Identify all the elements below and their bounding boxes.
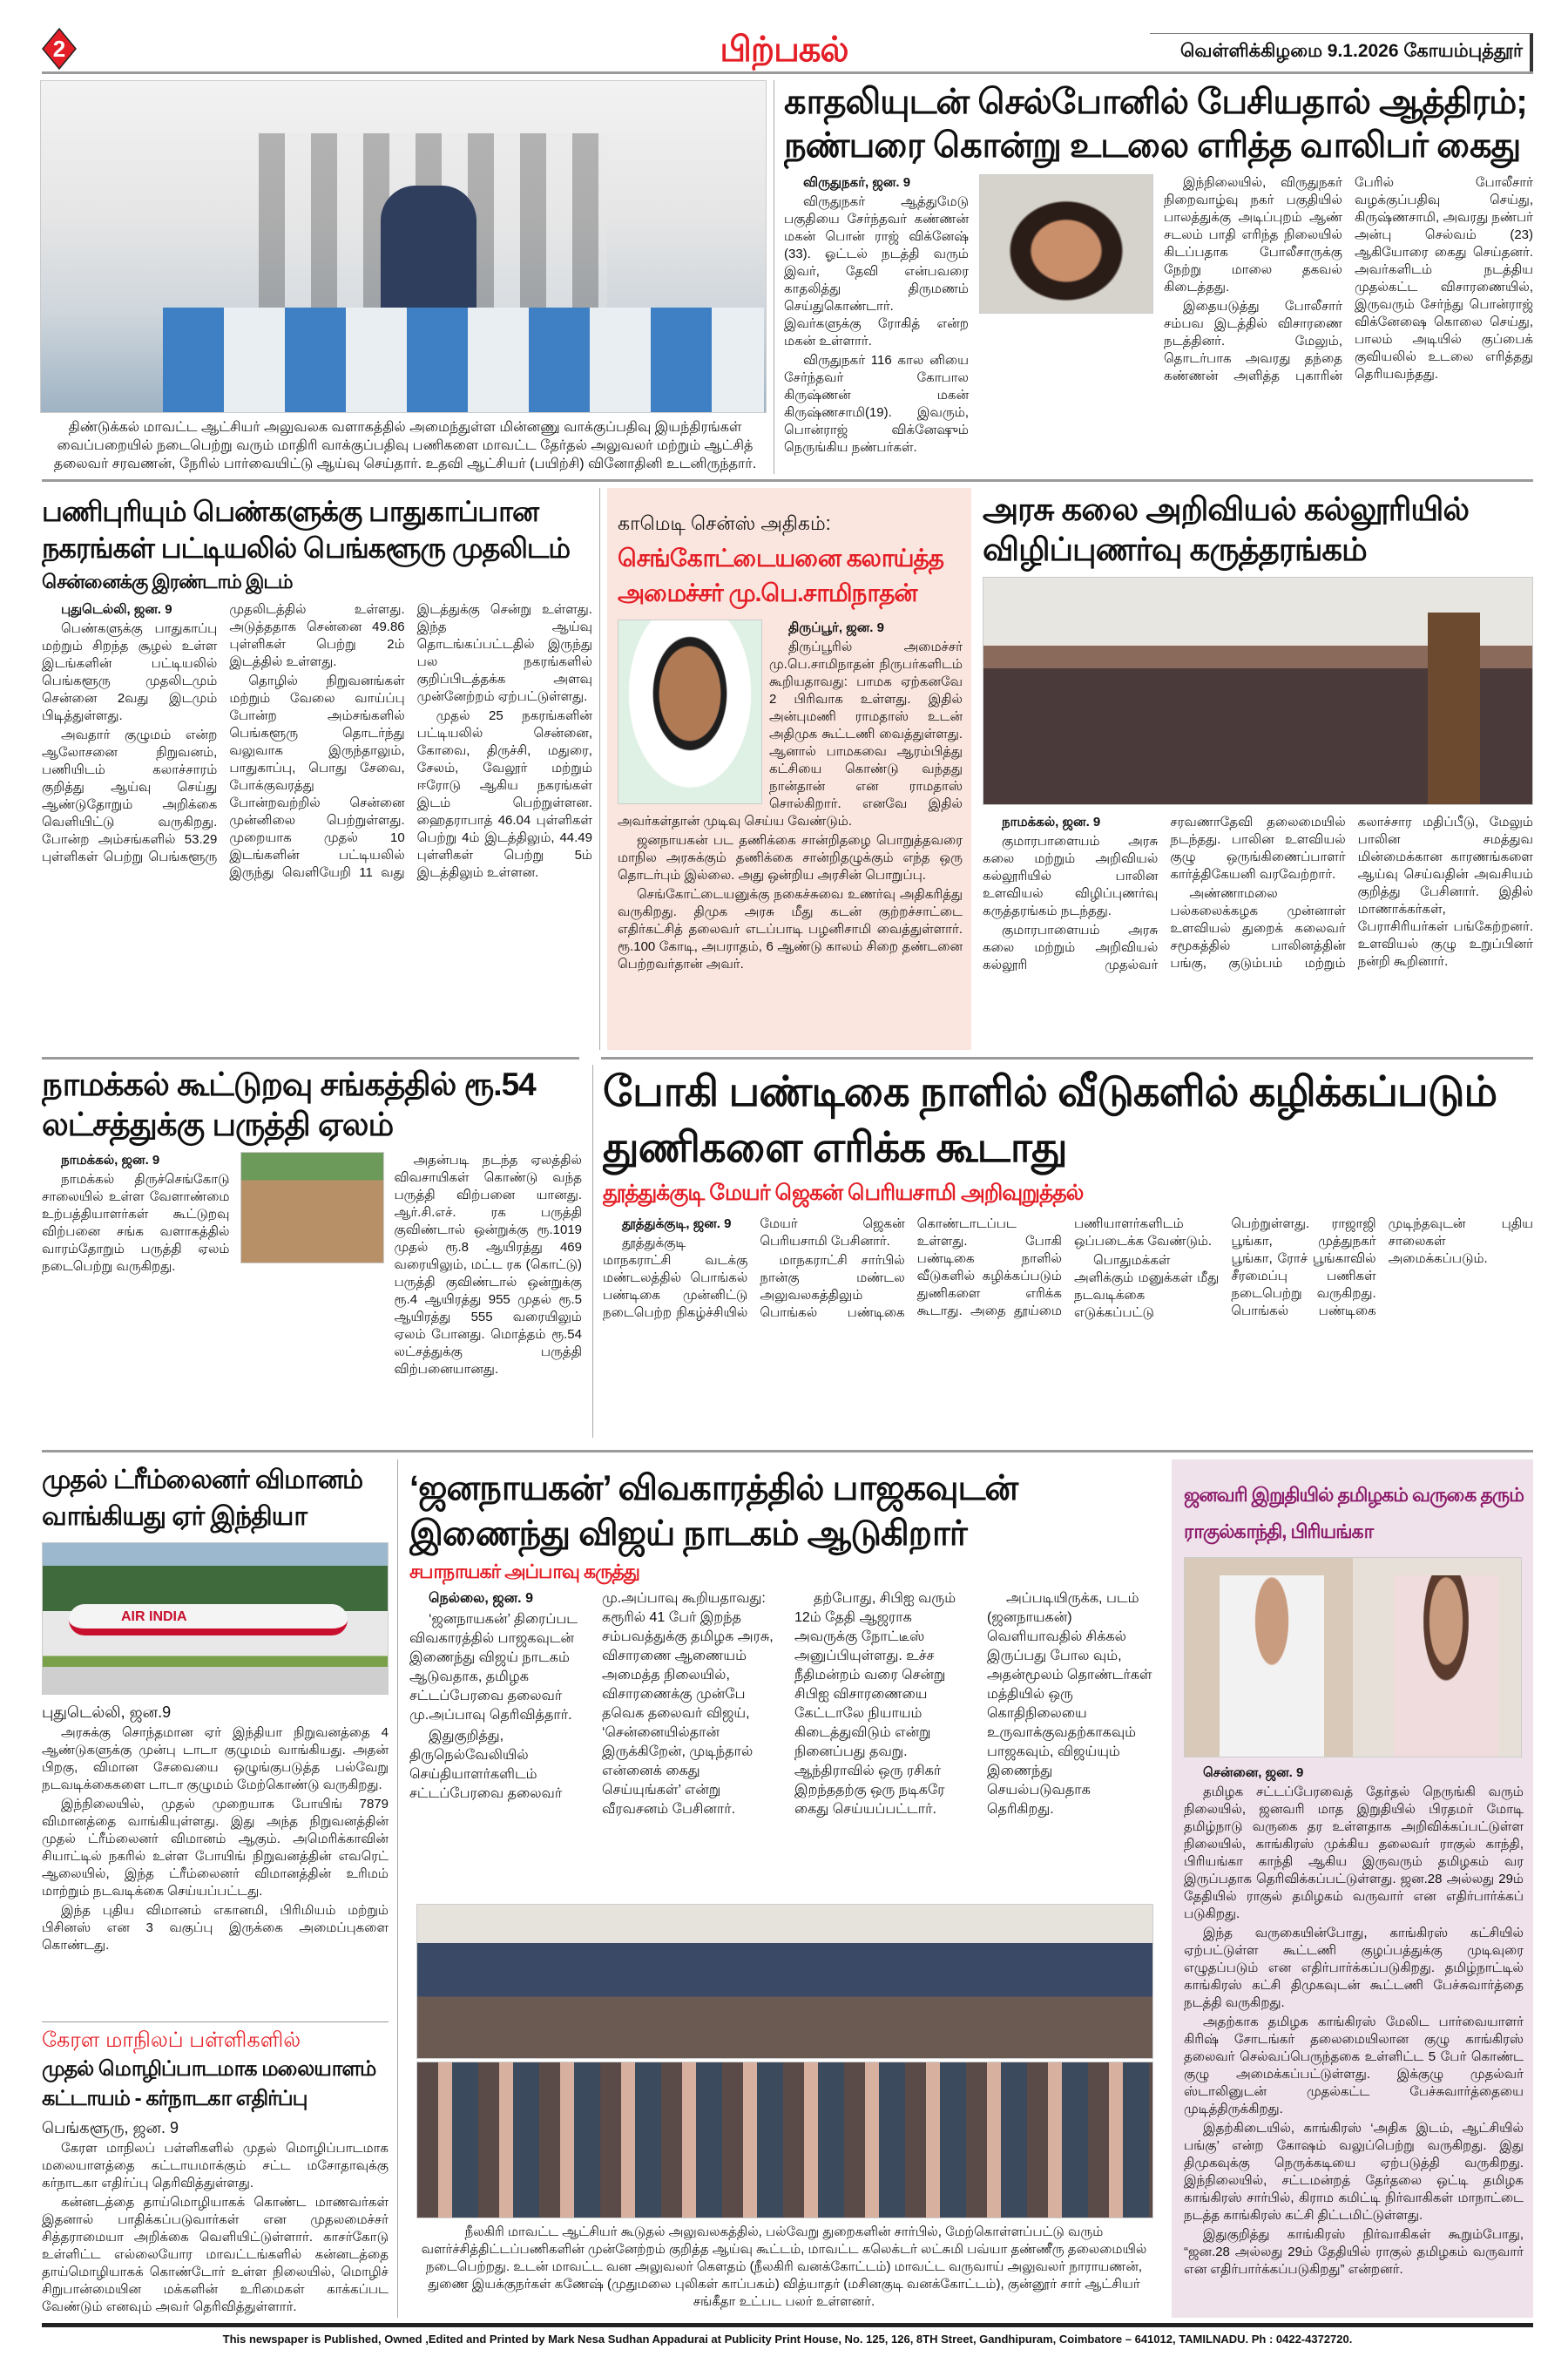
- cotton-headline: நாமக்கல் கூட்டுறவு சங்கத்தில் ரூ.54 லட்சத்துக்கு பருத்தி ஏலம்: [42, 1066, 536, 1142]
- footer-rule: [42, 2323, 1533, 2327]
- nilgiris-caption: நீலகிரி மாவட்ட ஆட்சியர் கூடுதல் அலுவலகத்தில், பல்வேறு துறைகளின் சார்பில், மேற்கொள்ளப்பட்டு வரும் வளர்ச்சித்திட்டப்பணிகளின் முன்னேற்றம் குறித்த ஆய்வு கூட்டம், மாவட்ட கலெக்டர் லட்சுமி பவ்யா தண்ணீரு தலைமையில் நடைபெற்றது. உடன் மாவட்ட வன அலுவலர் கௌதம் (நீலகிரி வனக்கோட்டம்) மாவட்ட வருவாய் அலுவலர் நாராயணன், துணை இயக்குநர்கள் கணேஷ் (முதுமலை புலிகள் காப்பகம்) வித்யாதர் (மசினகுடி வனக்கோட்டம்), குன்னூர் சார் ஆட்சியர் சங்கீதா உட்பட பலர் உள்ளனர்.: [421, 2224, 1147, 2309]
- murder-article: [784, 80, 1533, 475]
- college-article: [983, 490, 1533, 1049]
- air-india-plane-photo: [42, 1542, 389, 1695]
- footer-imprint: This newspaper is Published, Owned ,Edited and Printed by Mark Nesa Sudhan Appadurai at Publicity Print House, No. 125, 126, 8TH Street, Gandhipuram, Coimbatore – 641012, TAMILNADU. Ph : 0422-4372720.: [222, 2333, 1353, 2346]
- women-safety-article: [42, 493, 592, 1049]
- airindia-article: [42, 1462, 389, 2016]
- rahul-box: [1172, 1459, 1533, 2318]
- minister-headline: செங்கோட்டையனை கலாய்த்த அமைச்சர் மு.பெ.சாமிநாதன்: [618, 545, 944, 606]
- bhogi-body: தூத்துக்குடி, ஜன. 9 தூத்துக்குடி மாநகராட்சி வடக்கு மண்டலத்தில் பொங்கல் பண்டிகை முன்னிட்டு நடைபெற்ற நிகழ்ச்சியில் மேயர் ஜெகன் பெரியசாமி பேசினார். மாநகராட்சி சார்பில் நான்கு மண்டல அலுவலகத்திலும் பொங்கல் பண்டிகை கொண்டாடப்பட உள்ளது. போகி பண்டிகை நாளில் வீடுகளில் கழிக்கப்படும் துணிகளை எரிக்க கூடாது. அதை தூய்மை பணியாளர்களிடம் ஒப்படைக்க வேண்டும். பொதுமக்கள் அளிக்கும் மனுக்கள் மீது நடவடிக்கை எடுக்கப்பட்டு பெற்றுள்ளது. ராஜாஜி பூங்கா, முத்துநகர் பூங்கா, ரோச் பூங்காவில் சீரமைப்பு பணிகள் நடைபெற்று வருகிறது. பொங்கல் பண்டிகை முடிந்தவுடன் புதிய சாலைகள் அமைக்கப்படும்.: [603, 1216, 1533, 1321]
- rahul-headline: ஜனவரி இறுதியில் தமிழகம் வருகை தரும் ராகுல்காந்தி, பிரியங்கா: [1184, 1484, 1524, 1542]
- minister-body: திருப்பூர், ஜன. 9 திருப்பூரில் அமைச்சர் மு.பெ.சாமிநாதன் நிருபர்களிடம் கூறியதாவது: பாமக ஏற்கனவே 2 பிரிவாக உள்ளது. இதில் அன்புமணி ராமதாஸ் உடன் அதிமுக கூட்டணி வைத்துள்ளது. ஆனால் பாமகவை ஆரம்பித்து கட்சியை கொண்டு வந்தது நான்தான் என ராமதாஸ் சொல்கிறார். எனவே இதில் அவர்கள்தான் முடிவு செய்ய வேண்டும். ஜனநாயகன் பட தணிக்கை சான்றிதழை பொறுத்தவரை மாநில அரசுக்கும் தணிக்கை சான்றிதழுக்கும் எந்த ஒரு தொடர்பும் இல்லை. அது ஒன்றிய அரசின் பொறுப்பு. செங்கோட்டையனுக்கு நகைச்சுவை உணர்வு அதிகரித்து வருகிறது. திமுக அரசு மீது கடன் குற்றச்சாட்டை எதிர்கட்சித் தலைவர் எடப்பாடி பழனிசாமி வைத்துள்ளார். ரூ.100 கோடி, அபராதம், 6 ஆண்டு காலம் சிறை தண்டனை பெற்றவர்தான் அவர்.: [618, 620, 963, 972]
- evm-inspection-photo: [40, 80, 767, 413]
- minister-kicker: காமெடி சென்ஸ் அதிகம்:: [618, 512, 831, 534]
- women-safety-headline: பணிபுரியும் பெண்களுக்கு பாதுகாப்பான நகரங்கள் பட்டியலில் பெங்களூரு முதலிடம்: [42, 496, 571, 564]
- women-safety-body: புதுடெல்லி, ஜன. 9 பெண்களுக்கு பாதுகாப்பு மற்றும் சிறந்த சூழல் உள்ள இடங்களின் பட்டியலில் பெங்களூரு முதலிடமும் சென்னை 2வது இடமும் பிடித்துள்ளது. அவதார் குழுமம் என்ற ஆலோசனை நிறுவனம், பணியிடம் கலாச்சாரம் குறித்து ஆய்வு செய்து ஆண்டுதோறும் அறிக்கை வெளியிட்டு வருகிறது. போன்ற அம்சங்களில் 53.29 புள்ளிகள் பெற்று பெங்களூரு முதலிடத்தில் உள்ளது. அடுத்ததாக சென்னை 49.86 புள்ளிகள் பெற்று 2ம் இடத்தில் உள்ளது. தொழில் நிறுவனங்கள் மற்றும் வேலை வாய்ப்பு போன்ற அம்சங்களில் பெங்களூரு தொடர்ந்து வலுவாக இருந்தாலும், பாதுகாப்பு, பொது சேவை, போக்குவரத்து போன்றவற்றில் சென்னை முன்னிலை பெற்றுள்ளது. முறையாக முதல் 10 இடங்களின் பட்டியலில் இருந்து வெளியேறி 11 வது இடத்துக்கு சென்று உள்ளது. இந்த ஆய்வு தொடங்கப்பட்டதில் இருந்து பல நகரங்களில் குறிப்பிடத்தக்க அளவு முன்னேற்றம் ஏற்பட்டுள்ளது. முதல் 25 நகரங்களின் பட்டியலில் சென்னை, கோவை, திருச்சி, மதுரை, சேலம், வேலூர் மற்றும் ஈரோடு ஆகிய நகரங்கள் இடம் பெற்றுள்ளன. ஹைதராபாத் 46.04 புள்ளிகள் பெற்று 4ம் இடத்திலும், 44.49 புள்ளிகள் பெற்று 5ம் இடத்திலும் உள்ளன.: [42, 601, 592, 880]
- masthead-rule: [42, 71, 1533, 74]
- bhogi-article: [603, 1065, 1533, 1439]
- vijay-body: நெல்லை, ஜன. 9 ‘ஜனநாயகன்’ திரைப்பட விவகாரத்தில் பாஜகவுடன் இணைந்து விஜய் நாடகம் ஆடுவதாக, தமிழக சட்டப்பேரவை தலைவர் மு.அப்பாவு தெரிவித்தார். இதுகுறித்து, திருநெல்வேலியில் செய்தியாளர்களிடம் சட்டப்பேரவை தலைவர் மு.அப்பாவு கூறியதாவது: கரூரில் 41 பேர் இறந்த சம்பவத்துக்கு தமிழக அரசு, விசாரணை ஆணையம் அமைத்த நிலையில், விசாரணைக்கு முன்பே தவெக தலைவர் விஜய், ‘சென்னையில்தான் இருக்கிறேன், முடிந்தால் என்னைக் கைது செய்யுங்கள்’ என்று வீரவசனம் பேசினார். தற்போது, சிபிஐ வரும் 12ம் தேதி ஆஜராக அவருக்கு நோட்டீஸ் அனுப்பியுள்ளது. உச்ச நீதிமன்றம் வரை சென்று சிபிஐ விசாரணையை கேட்டாலே நியாயம் கிடைத்துவிடும் என்று நினைப்பது தவறு. ஆந்திராவில் ஒரு ரசிகர் இறந்ததற்கு ஒரு நடிகரே கைது செய்யப்பட்டார். அப்படியிருக்க, படம் (ஜனநாயகன்) வெளியாவதில் சிக்கல் இருப்பது போல வும், அதன்மூலம் தொண்டர்கள் மத்தியில் ஒரு கொதிநிலையை உருவாக்குவதற்காகவும் பாஜகவும், விஜய்யும் இணைந்து செயல்படுவதாக தெரிகிறது.: [409, 1591, 1152, 1817]
- cotton-bales-photo: [240, 1152, 384, 1263]
- minister-portrait-photo: [618, 620, 762, 804]
- nilgiris-meeting-photo-top: [416, 1904, 1153, 2059]
- cotton-article: [42, 1065, 582, 1439]
- vijay-headline: ‘ஜனநாயகன்’ விவகாரத்தில் பாஜகவுடன் இணைந்து விஜய் நாடகம் ஆடுகிறார்: [409, 1469, 1018, 1553]
- rahul-body: சென்னை, ஜன. 9 தமிழக சட்டப்பேரவைத் தேர்தல் நெருங்கி வரும் நிலையில், ஜனவரி மாத இறுதியில் பிரதமர் மோடி தமிழ்நாடு வருகை தர உள்ளதாக அறிவிக்கப்பட்டுள்ள நிலையில், காங்கிரஸ் முக்கிய தலைவர் ராகுல் காந்தி, பிரியங்கா காந்தி ஆகிய இருவரும் தமிழகம் வர இருப்பதாக தெரிவிக்கப்பட்டுள்ளது. ஜன.28 அல்லது 29ம் தேதியில் ராகுல் தமிழகம் வருவார் என எதிர்பார்க்கப் படுகிறது. இந்த வருகையின்போது, காங்கிரஸ் கட்சியில் ஏற்பட்டுள்ள கூட்டணி குழப்பத்துக்கு முடிவுரை எழுதப்படும் என எதிர்பார்க்கப்படுகிறது. தமிழ்நாட்டில் காங்கிரஸ் கட்சி திமுகவுடன் கூட்டணி பேச்சுவார்த்தை நடத்தி வருகிறது. அதற்காக தமிழக காங்கிரஸ் மேலிட பார்வையாளர் கிரிஷ் சோடங்கர் தலைமையிலான குழு காங்கிரஸ் தலைவர் செல்வப்பெருந்தகை உள்ளிட்ட 5 பேர் கொண்ட குழு அமைக்கப்பட்டுள்ளது. இக்குழு முதல்வர் ஸ்டாலினுடன் முதல்கட்ட பேச்சுவார்த்தையை முடித்திருக்கிறது. இதற்கிடையில், காங்கிரஸ் ‘அதிக இடம், ஆட்சியில் பங்கு’ என்ற கோஷம் வலுப்பெற்று வருகிறது. இது திமுகவுக்கு நெருக்கடியை ஏற்படுத்தி வருகிறது. இந்நிலையில், சட்டமன்றத் தேர்தலை ஒட்டி தமிழக காங்கிரஸ் சார்பில், கிராம கமிட்டி நிர்வாகிகள் மாநாட்டை நடத்த காங்கிரஸ் கட்சி திட்டமிட்டுள்ளது. இதுகுறித்து காங்கிரஸ் நிர்வாகிகள் கூறும்போது, “ஜன.28 அல்லது 29ம் தேதியில் ராகுல் தமிழகம் வருவார் என எதிர்பார்க்கப்படுகிறது” என்றனர்.: [1184, 1765, 1524, 2277]
- bhogi-headline: போகி பண்டிகை நாளில் வீடுகளில் கழிக்கப்படும் துணிகளை எரிக்க கூடாது: [603, 1069, 1497, 1171]
- page-number: 2: [52, 36, 66, 62]
- kerala-headline: முதல் மொழிப்பாடமாக மலையாளம் கட்டாயம் - கர்நாடகா எதிர்ப்பு: [42, 2057, 376, 2110]
- masthead-logo: பிற்பகல்: [720, 30, 848, 70]
- evm-photo-caption: திண்டுக்கல் மாவட்ட ஆட்சியர் அலுவலக வளாகத்தில் அமைந்துள்ள மின்னணு வாக்குப்பதிவு இயந்திரங்கள் வைப்பறையில் நடைபெற்று வரும் மாதிரி வாக்குப்பதிவு பணிகளை மாவட்ட தேர்தல் அலுவலர் மற்றும் ஆட்சித் தலைவர் சரவணன், நேரில் பார்வையிட்டு ஆய்வு செய்தார். உதவி ஆட்சியர் (பயிற்சி) வினோதினி உடனிருந்தார்.: [53, 420, 757, 471]
- nilgiris-meeting-photo-bottom: [416, 2062, 1153, 2218]
- cotton-body: நாமக்கல், ஜன. 9 நாமக்கல் திருச்செங்கோடு சாலையில் உள்ள வேளாண்மை உற்பத்தியாளர்கள் கூட்டுறவு விற்பனை சங்க வளாகத்தில் வாரம்தோறும் பருத்தி ஏலம் நடைபெற்று வருகிறது. அதன்படி நடந்த ஏலத்தில் விவசாயிகள் கொண்டு வந்த பருத்தி விற்பனை யானது. ஆர்.சி.எச். ரக பருத்தி குவிண்டால் ஒன்றுக்கு ரூ.1019 முதல் ரூ.8 ஆயிரத்து 469 வரையிலும், மட்ட ரக (கொட்டு) பருத்தி குவிண்டால் ஒன்றுக்கு ரூ.4 ஆயிரத்து 955 முதல் ரூ.5 ஆயிரத்து 555 வரையிலும் ஏலம் போனது. மொத்தம் ரூ.54 லட்சத்துக்கு பருத்தி விற்பனையானது.: [42, 1153, 582, 1377]
- accused-portrait-photo: [979, 174, 1153, 314]
- murder-body-right: இந்நிலையில், விருதுநகர் நிறைவாழ்வு நகர் பகுதியில் பாலத்துக்கு அடிப்புறம் ஆண் சடலம் பாதி எரிந்த நிலையில் கிடப்பதாக போலீசாருக்கு நேற்று மாலை தகவல் கிடைத்தது. இதையடுத்து போலீசார் சம்பவ இடத்தில் விசாரணை நடத்தினர். மேலும், தொடர்பாக அவரது தந்தை கண்ணன் அளித்த புகாரின் பேரில் போலீசார் வழக்குப்பதிவு செய்து, கிருஷ்ணசாமி, அவரது நண்பர் அன்பு செல்வம் (23) ஆகியோரை கைது செய்தனர். அவர்களிடம் நடத்திய முதல்கட்ட விசாரணையில், இருவரும் சேர்ந்து பொன்ராஜ் விக்னேஷை கொலை செய்து, பாலம் அடியில் குப்பைக் குவியலில் உடலை எரித்தது தெரியவந்தது.: [1164, 175, 1533, 383]
- kerala-body: பெங்களூரு, ஜன. 9 கேரள மாநிலப் பள்ளிகளில் முதல் மொழிப்பாடமாக மலையாளத்தை கட்டாயமாக்கும் சட்ட மசோதாவுக்கு கர்நாடகா எதிர்ப்பு தெரிவித்துள்ளது. கன்னடத்தை தாய்மொழியாகக் கொண்ட மாணவர்கள் இதனால் பாதிக்கப்படுவார்கள் என முதலமைச்சர் சித்தராமையா அறிக்கை வெளியிட்டுள்ளார். காசர்கோடு உள்ளிட்ட எல்லையோர மாவட்டங்களில் கன்னடத்தை தாய்மொழியாகக் கொண்டோர் உள்ள நிலையில், மொழிச் சிறுபான்மையின மக்களின் உரிமைகள் காக்கப்பட வேண்டும் எனவும் அவர் தெரிவித்துள்ளார்.: [42, 2119, 389, 2314]
- vijay-subhead: சபாநாயகர் அப்பாவு கருத்து: [409, 1561, 639, 1582]
- kerala-article: [42, 2027, 389, 2319]
- vijay-article: [409, 1466, 1159, 1898]
- airindia-headline: முதல் ட்ரீம்லைனர் விமானம் வாங்கியது ஏர் இந்தியா: [42, 1466, 363, 1531]
- college-body: நாமக்கல், ஜன. 9 குமாரபாளையம் அரசு கலை மற்றும் அறிவியல் கல்லூரியில் பாலின உளவியல் விழிப்புணர்வு கருத்தரங்கம் நடந்தது. குமாரபாளையம் அரசு கலை மற்றும் அறிவியல் கல்லூரி முதல்வர் சரவணாதேவி தலைமையில் நடந்தது. பாலின உளவியல் குழு ஒருங்கிணைப்பாளர் கார்த்திகேயனி வரவேற்றார். அண்ணாமலை பல்கலைக்கழக முன்னாள் உளவியல் துறைக் கலைவர் சமூகத்தில் பாலினத்தின் பங்கு, குடும்பம் மற்றும் கலாச்சார மதிப்பீடு, மேலும் பாலின சமத்துவ மின்மைக்கான காரணங்களை ஆய்வு செய்வதின் அவசியம் குறித்து பேசினார். இதில் மாணாக்கர்கள், பேராசிரியர்கள் பங்கேற்றனர். உளவியல் குழு உறுப்பினர் நன்றி கூறினார்.: [983, 815, 1533, 972]
- murder-headline: காதலியுடன் செல்போனில் பேசியதால் ஆத்திரம்; நண்பரை கொன்று உடலை எரித்த வாலிபர் கைது: [784, 83, 1527, 165]
- women-safety-subhead: சென்னைக்கு இரண்டாம் இடம்: [42, 571, 293, 592]
- minister-box: [607, 488, 971, 1050]
- page-number-badge: [42, 28, 77, 70]
- date-line: வெள்ளிக்கிழமை 9.1.2026 கோயம்புத்தூர்: [1180, 41, 1523, 61]
- plane-livery: AIR INDIA: [121, 1609, 187, 1624]
- college-headline: அரசு கலை அறிவியல் கல்லூரியில் விழிப்புணர்வு கருத்தரங்கம்: [983, 491, 1470, 567]
- seminar-photo: [983, 577, 1533, 805]
- airindia-body: புதுடெல்லி, ஜன.9 அரசுக்கு சொந்தமான ஏர் இந்தியா நிறுவனத்தை 4 ஆண்டுகளுக்கு முன்பு டாடா குழுமம் வாங்கியது. அதன் பிறகு, விமான சேவையை ஒழுங்குபடுத்த பல்வேறு நடவடிக்கைகளை டாடா குழுமம் மேற்கொண்டு வருகிறது. இந்நிலையில், முதல் முறையாக போயிங் 7879 விமானத்தை வாங்கியுள்ளது. இது அந்த நிறுவனத்தின் முதல் ட்ரீம்லைனர் விமானம் ஆகும். அமெரிக்காவின் சியாட்டில் நகரில் உள்ள போயிங் நிறுவனத்தின் எவரெட் ஆலையில், இந்த ட்ரீம்லைனர் விமானத்தின் உரிமம் மாற்றும் நடவடிக்கை செய்யப்பட்டது. இந்த புதிய விமானம் எகானமி, பிரிமியம் மற்றும் பிசினஸ் என 3 வகுப்பு இருக்கை அமைப்புகளை கொண்டது.: [42, 1703, 389, 1953]
- rahul-priyanka-photo: [1184, 1557, 1522, 1757]
- murder-body-left: விருதுநகர், ஜன. 9 விருதுநகர் ஆத்துமேடு பகுதியை சேர்ந்தவர் கண்ணன் மகன் பொன் ராஜ் விக்னேஷ் (33). ஓட்டல் நடத்தி வரும் இவர், தேவி என்பவரை காதலித்து திருமணம் செய்துகொண்டார். இவர்களுக்கு ரோகித் என்ற மகன் உள்ளார். விருதுநகர் 116 கால னியை சேர்ந்தவர் கோபால கிருஷ்ணன் மகன் கிருஷ்ணசாமி(19). இவரும், பொன்ராஜ் விக்னேஷும் நெருங்கிய நண்பர்கள்.: [784, 175, 969, 455]
- kerala-kicker: கேரள மாநிலப் பள்ளிகளில்: [42, 2028, 301, 2052]
- bhogi-subhead: தூத்துக்குடி மேயர் ஜெகன் பெரியசாமி அறிவுறுத்தல்: [603, 1181, 1084, 1205]
- date-line-box: [1150, 33, 1533, 71]
